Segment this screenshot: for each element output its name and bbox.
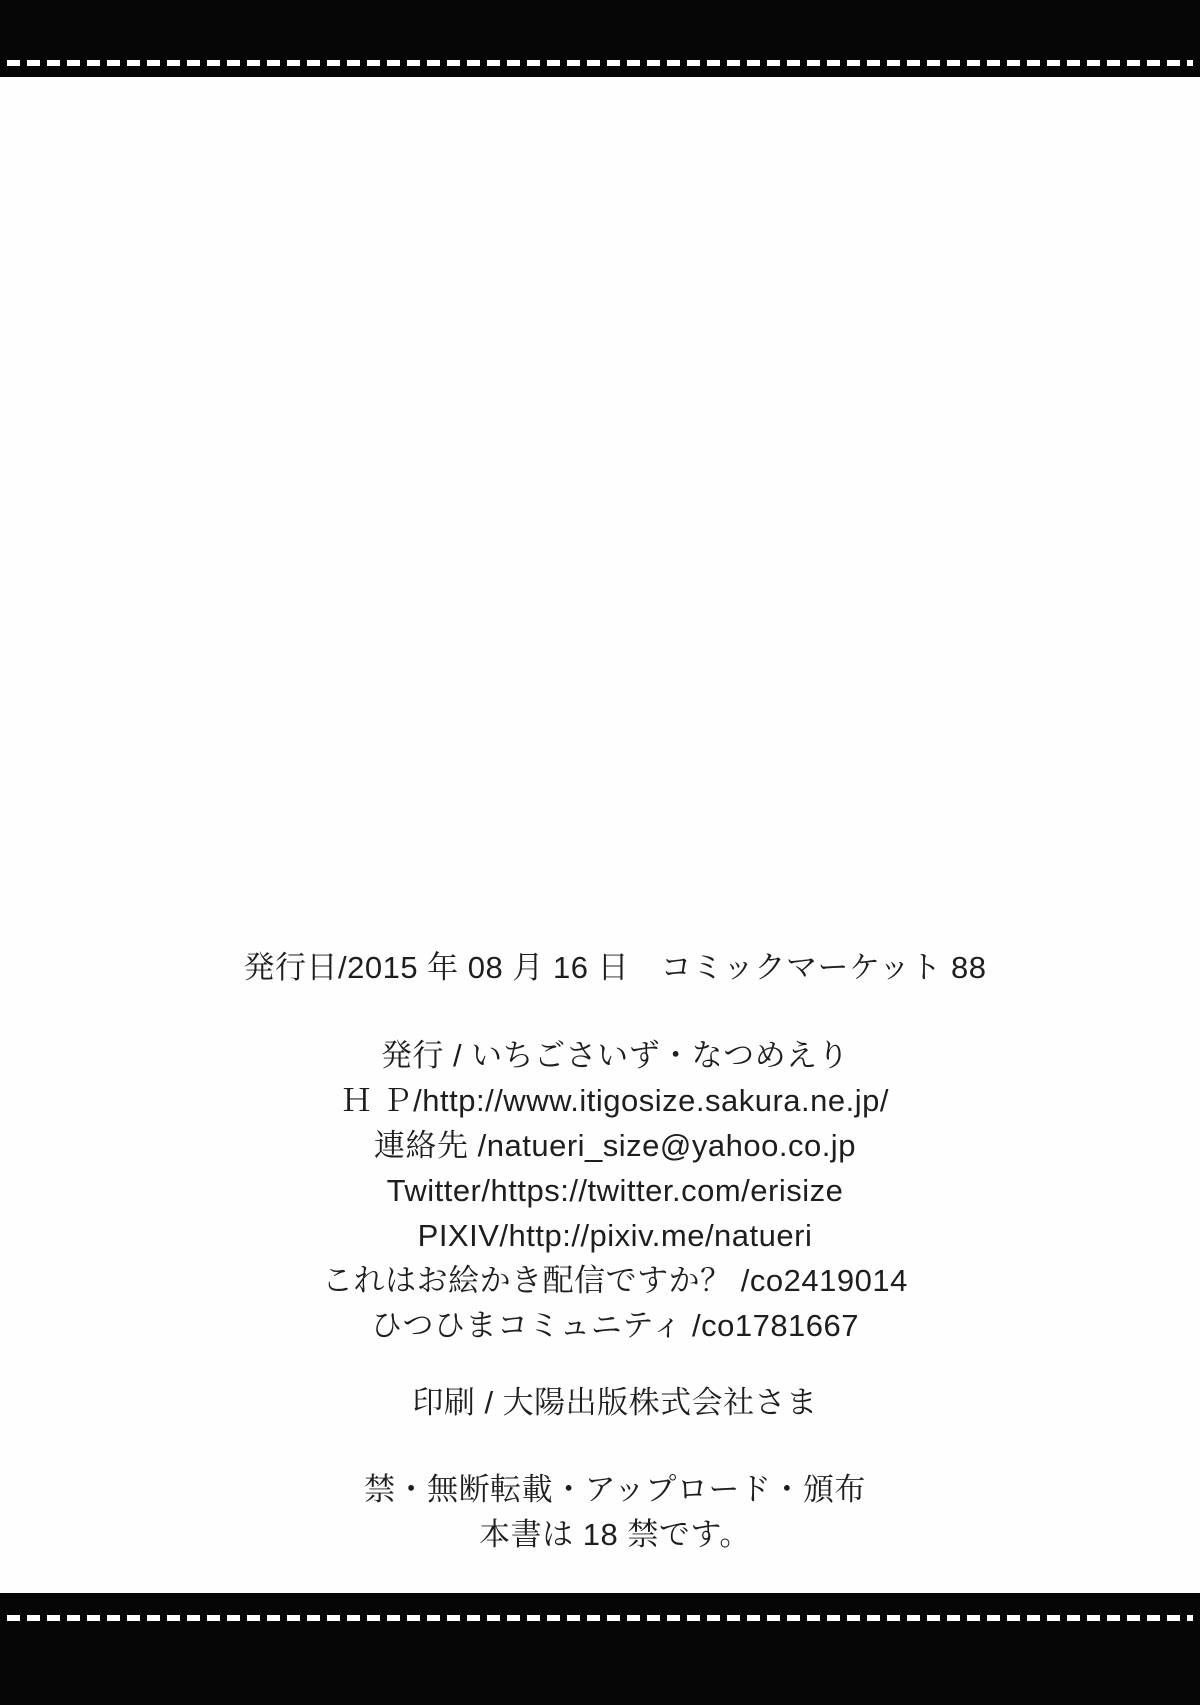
- twitter-url-line: Twitter/https://twitter.com/erisize: [386, 1173, 844, 1208]
- publication-date-line: 発行日/2015 年 08 月 16 日 コミックマーケット 88: [243, 950, 987, 985]
- contact-email-line: 連絡先 /natueri_size@yahoo.co.jp: [374, 1128, 856, 1163]
- pixiv-url-line: PIXIV/http://pixiv.me/natueri: [417, 1218, 813, 1253]
- top-dashed-line: [7, 60, 1193, 66]
- publisher-info-block: [30, 1033, 1200, 1348]
- no-reproduction-notice: 禁・無断転載・アップロード・頒布: [364, 1472, 866, 1507]
- top-border-bar: [0, 0, 1200, 77]
- community-line-1: これはお絵かき配信ですか？ /co2419014: [322, 1263, 908, 1298]
- bottom-border-bar: [0, 1593, 1200, 1705]
- bottom-dashed-line: [7, 1615, 1193, 1621]
- printer-credit-line: 印刷 / 大陽出版株式会社さま: [412, 1385, 818, 1420]
- publisher-circle-line: 発行 / いちごさいず・なつめえり: [380, 1038, 850, 1073]
- homepage-url-line: Ｈ Ｐ/http://www.itigosize.sakura.ne.jp/: [341, 1083, 889, 1118]
- adult-content-notice: 本書は 18 禁です。: [479, 1517, 751, 1552]
- community-line-2: ひつひまコミュニティ /co1781667: [370, 1308, 860, 1343]
